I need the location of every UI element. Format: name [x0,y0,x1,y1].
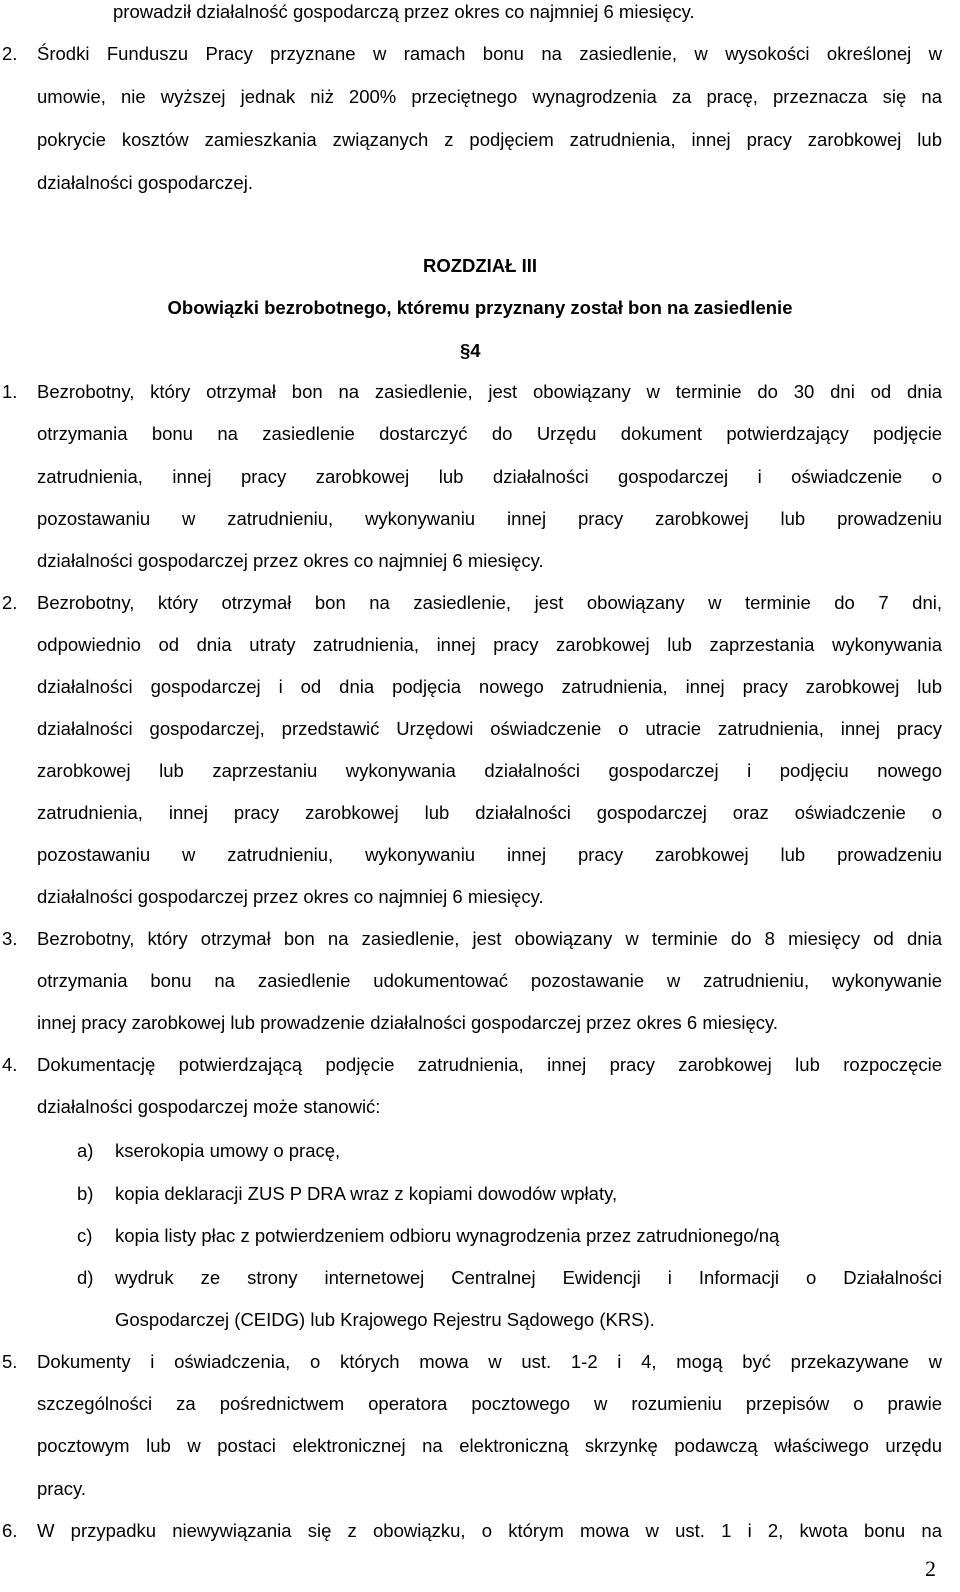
item-number: 3. [2,928,18,949]
paragraph-line: Środki Funduszu Pracy przyznane w ramach bonu na zasiedlenie, w wysokości określonej w [37,43,942,64]
subitem-letter: a) [77,1140,94,1161]
paragraph-line: działalności gospodarczej. [37,172,253,193]
subitem-line: Gospodarczej (CEIDG) lub Krajowego Rejestru Sądowego (KRS). [115,1309,655,1330]
paragraph-line: zatrudnienia, innej pracy zarobkowej lub działalności gospodarczej i oświadczenie o [37,466,942,487]
subitem-letter: b) [77,1183,94,1204]
paragraph-line: pocztowym lub w postaci elektronicznej na elektroniczną skrzynkę podawczą właściwego urzędu [37,1435,942,1456]
paragraph-line: pokrycie kosztów zamieszkania związanych z podjęciem zatrudnienia, innej pracy zarobkowej lub [37,129,942,150]
paragraph-line: działalności gospodarczej przez okres co najmniej 6 miesięcy. [37,886,544,907]
paragraph-line: pozostawaniu w zatrudnieniu, wykonywaniu innej pracy zarobkowej lub prowadzeniu [37,844,942,865]
paragraph-line: innej pracy zarobkowej lub prowadzenie działalności gospodarczej przez okres 6 miesięcy. [37,1012,779,1033]
page-number: 2 [925,1556,936,1581]
paragraph-line: W przypadku niewywiązania się z obowiązku, o którym mowa w ust. 1 i 2, kwota bonu na [37,1520,942,1541]
item-number: 2. [2,592,18,613]
paragraph-line: Bezrobotny, który otrzymał bon na zasiedlenie, jest obowiązany w terminie do 8 miesięcy od dnia [37,928,942,949]
subitem-line: kopia listy płac z potwierdzeniem odbioru wynagrodzenia przez zatrudnionego/ną [115,1225,780,1246]
paragraph-line: umowie, nie wyższej jednak niż 200% przeciętnego wynagrodzenia za pracę, przeznacza się na [37,86,942,107]
subitem-line: kserokopia umowy o pracę, [115,1140,341,1161]
paragraph-line: otrzymania bonu na zasiedlenie dostarczyć do Urzędu dokument potwierdzający podjęcie [37,423,942,444]
paragraph-line: szczególności za pośrednictwem operatora pocztowego w rozumieniu przepisów o prawie [37,1393,942,1414]
paragraph-line: działalności gospodarczej i od dnia podjęcia nowego zatrudnienia, innej pracy zarobkowej lub [37,676,942,697]
paragraph-line: otrzymania bonu na zasiedlenie udokumentować pozostawanie w zatrudnieniu, wykonywanie [37,970,942,991]
paragraph-line: Dokumenty i oświadczenia, o których mowa w ust. 1-2 i 4, mogą być przekazywane w [37,1351,942,1372]
paragraph-line: pozostawaniu w zatrudnieniu, wykonywaniu innej pracy zarobkowej lub prowadzeniu [37,508,942,529]
item-number: 6. [2,1520,18,1541]
paragraph-line: Bezrobotny, który otrzymał bon na zasiedlenie, jest obowiązany w terminie do 7 dni, [37,592,942,613]
chapter-title: ROZDZIAŁ III [422,255,538,276]
item-number: 5. [2,1351,18,1372]
paragraph-line: działalności gospodarczej, przedstawić Urzędowi oświadczenie o utracie zatrudnienia, innej pracy [37,718,942,739]
paragraph-line: Dokumentację potwierdzającą podjęcie zatrudnienia, innej pracy zarobkowej lub rozpoczęcie [37,1054,942,1075]
paragraph-line: odpowiednio od dnia utraty zatrudnienia, innej pracy zarobkowej lub zaprzestania wykonywania [37,634,942,655]
subitem-line: kopia deklaracji ZUS P DRA wraz z kopiami dowodów wpłaty, [115,1183,618,1204]
paragraph-line: zarobkowej lub zaprzestaniu wykonywania działalności gospodarczej i podjęciu nowego [37,760,942,781]
paragraph-line: zatrudnienia, innej pracy zarobkowej lub działalności gospodarczej oraz oświadczenie o [37,802,942,823]
item-number: 2. [2,43,18,64]
subitem-letter: d) [77,1267,94,1288]
paragraph-line: działalności gospodarczej może stanowić: [37,1096,381,1117]
subitem-line: wydruk ze strony internetowej Centralnej Ewidencji i Informacji o Działalności [115,1267,942,1288]
subitem-letter: c) [77,1225,93,1246]
item-number: 1. [2,381,18,402]
paragraph-line: działalności gospodarczej przez okres co najmniej 6 miesięcy. [37,550,544,571]
paragraph-line: Bezrobotny, który otrzymał bon na zasiedlenie, jest obowiązany w terminie do 30 dni od dnia [37,381,942,402]
item-number: 4. [2,1054,18,1075]
paragraph-line: pracy. [37,1478,87,1499]
chapter-subtitle: Obowiązki bezrobotnego, któremu przyznany został bon na zasiedlenie [167,297,793,318]
paragraph-line: prowadził działalność gospodarczą przez okres co najmniej 6 miesięcy. [113,1,695,22]
section-symbol: §4 [460,340,481,361]
